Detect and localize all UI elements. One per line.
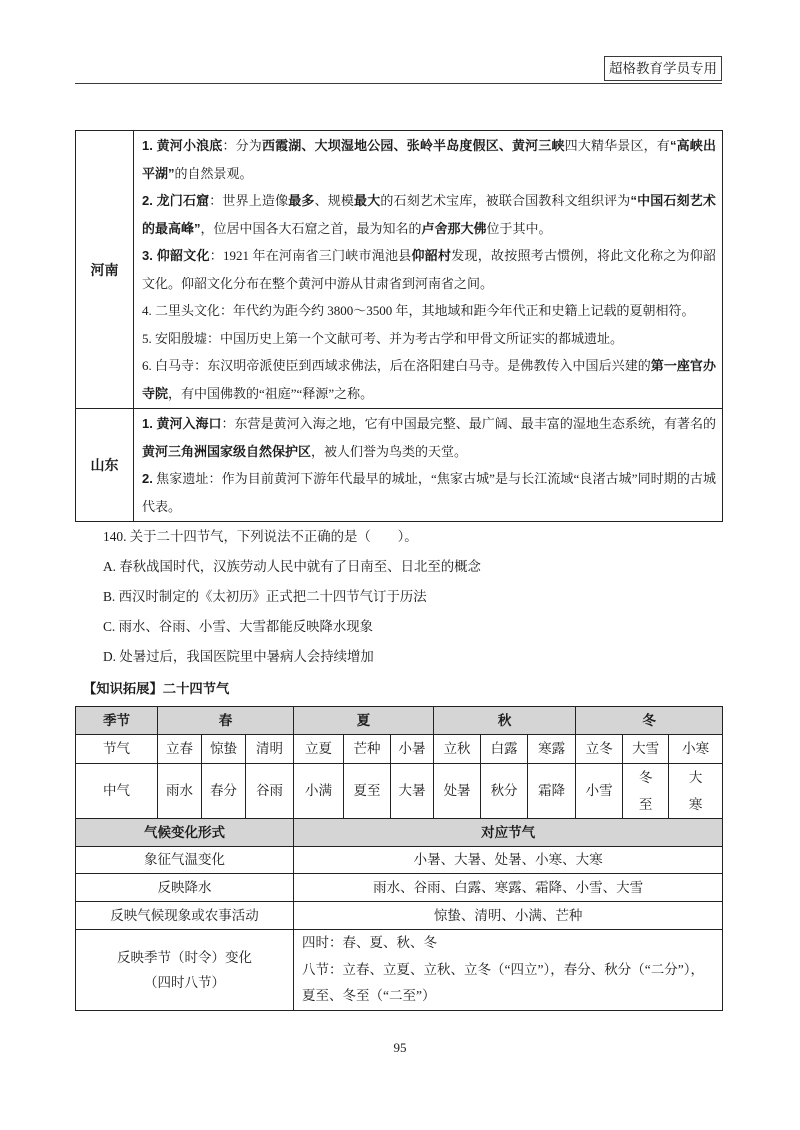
attraction-item [142, 297, 716, 325]
attraction-item [142, 132, 716, 187]
text-segment: 发现，故按照考古惯例，将此文化称之为仰韶文化。仰韶文化分布在整个黄河中游从甘肃省到河南省之间。 [142, 248, 716, 291]
attraction-item [142, 410, 716, 465]
text-segment: 4. 二里头文化：年代约为距今约 3800～3500 年，其地域和距今年代正和史籍上记载的夏朝相符。 [142, 303, 695, 318]
season-header-row [76, 707, 723, 735]
zhongqi-cell [669, 764, 723, 819]
bold-text-segment: 1. 黄河小浪底 [142, 138, 223, 153]
jieqi-cell: 立冬 [576, 735, 623, 764]
four-seasons-line: 四时：春、夏、秋、冬 [302, 935, 438, 950]
jieqi-cell: 寒露 [528, 735, 576, 764]
text-segment: 的自然景观。 [174, 165, 253, 181]
bold-text-segment: 2. 龙门石窟 [142, 193, 210, 208]
option-c: C. 雨水、谷雨、小雪、大雪都能反映降水现象 [103, 619, 374, 634]
eight-festivals-line: 八节：立春、立夏、立秋、立冬（“四立”），春分、秋分（“二分”），夏至、冬至（“二至”） [302, 961, 704, 1003]
season-summer: 夏 [294, 707, 434, 735]
zhongqi-cell: 小雪 [576, 764, 623, 819]
jieqi-cell: 白露 [481, 735, 528, 764]
option-d: D. 处暑过后，我国医院里中暑病人会持续增加 [103, 649, 374, 664]
page-number: 95 [393, 1040, 407, 1055]
bold-text-segment: 1. 黄河入海口 [142, 416, 222, 431]
zhongqi-cell: 夏至 [344, 764, 391, 819]
bold-text-segment: 最大 [354, 193, 381, 208]
attraction-item [142, 187, 716, 242]
bold-text-segment: 第一座官办寺院 [142, 358, 716, 401]
zhongqi-cell: 处暑 [434, 764, 481, 819]
text-segment: 6. 白马寺：东汉明帝派使臣到西域求佛法，后在洛阳建白马寺。是佛教传入中国后兴建的 [142, 358, 651, 373]
season-autumn: 秋 [434, 707, 576, 735]
text-segment: ：东营是黄河入海之地，它有中国最完整、最广阔、最丰富的湿地生态系统，有著名的 [221, 416, 716, 431]
knowledge-extension-title: 【知识拓展】二十四节气 [83, 681, 230, 696]
climate-form-header: 气候变化形式 [76, 819, 294, 847]
option-a: A. 春秋战国时代，汉族劳动人民中就有了日南至、日北至的概念 [103, 559, 481, 574]
jieqi-cell: 小暑 [391, 735, 434, 764]
text-segment: 焦家遗址：作为目前黄河下游年代最早的城址，“焦家古城”是与长江流域“良渚古城”同时期的古城代表。 [142, 471, 716, 514]
jieqi-row [76, 735, 723, 764]
bold-text-segment: “高峡出平湖” [142, 138, 716, 181]
text-segment: ，位居中国各大石窟之首，最为知名的 [200, 220, 422, 236]
text-segment: ：分为 [222, 138, 262, 153]
bold-text-segment: 仰韶村 [411, 248, 452, 263]
jieqi-cell: 芒种 [344, 735, 391, 764]
bold-text-segment: 西霞湖、大坝湿地公园、张岭半岛度假区、黄河三峡 [261, 138, 565, 153]
text-segment: 位于其中。 [486, 220, 552, 236]
jieqi-cell: 大雪 [623, 735, 669, 764]
climate-terms: 惊蛰、清明、小满、芒种 [294, 902, 723, 930]
bold-text-segment: 黄河三角洲国家级自然保护区 [142, 443, 312, 459]
climate-form [76, 930, 294, 1011]
zhongqi-text: 大寒 [688, 770, 703, 812]
zhongqi-cell: 霜降 [528, 764, 576, 819]
question-stem: 140. 关于二十四节气，下列说法不正确的是（ ）。 [103, 529, 418, 544]
text-segment: ：世界上造像 [209, 193, 289, 208]
jieqi-cell: 立春 [158, 735, 202, 764]
climate-row-seasons [76, 930, 723, 1011]
province-row-shandong [76, 409, 723, 522]
bold-text-segment: “中国石刻艺术的最高峰” [142, 193, 716, 236]
climate-terms-header: 对应节气 [294, 819, 723, 847]
climate-terms: 小暑、大暑、处暑、小寒、大寒 [294, 847, 723, 874]
climate-form: 反映降水 [76, 874, 294, 902]
text-segment: 的石刻艺术宝库，被联合国教科文组织评为 [380, 193, 631, 208]
climate-terms: 雨水、谷雨、白露、寒露、霜降、小雪、大雪 [294, 874, 723, 902]
climate-form-note: （四时八节） [144, 974, 226, 990]
attraction-item [142, 352, 716, 407]
climate-form: 反映气候现象或农事活动 [76, 902, 294, 930]
zhongqi-row [76, 764, 723, 819]
solar-terms-table [75, 706, 723, 1011]
climate-form: 象征气温变化 [76, 847, 294, 874]
bold-text-segment: 3. 仰韶文化 [142, 248, 210, 263]
zhongqi-label: 中气 [76, 764, 158, 819]
text-segment: 、规模 [314, 193, 355, 208]
jieqi-label: 节气 [76, 735, 158, 764]
bold-text-segment: 2. [142, 471, 153, 486]
province-name: 山东 [76, 409, 134, 522]
zhongqi-cell: 小满 [294, 764, 344, 819]
zhongqi-cell: 雨水 [158, 764, 202, 819]
header-rule [75, 83, 722, 84]
province-content [134, 131, 723, 409]
jieqi-cell: 立夏 [294, 735, 344, 764]
province-name: 河南 [76, 131, 134, 409]
zhongqi-cell: 春分 [202, 764, 246, 819]
text-segment: 四大精华景区，有 [564, 138, 670, 153]
season-winter: 冬 [576, 707, 723, 735]
zhongqi-cell: 谷雨 [246, 764, 294, 819]
province-content [134, 409, 723, 522]
option-b: B. 西汉时制定的《太初历》正式把二十四节气订于历法 [103, 589, 427, 604]
season-spring: 春 [158, 707, 294, 735]
climate-row [76, 874, 723, 902]
zhongqi-text: 冬至 [638, 770, 653, 812]
text-segment: ，有中国佛教的“祖庭”“释源”之称。 [168, 385, 374, 401]
climate-row [76, 847, 723, 874]
jieqi-cell: 小寒 [669, 735, 723, 764]
jieqi-cell: 立秋 [434, 735, 481, 764]
climate-terms [294, 930, 723, 1011]
question-block [75, 522, 722, 672]
province-row-henan [76, 131, 723, 409]
jieqi-cell: 清明 [246, 735, 294, 764]
page-body [75, 130, 722, 1011]
climate-form-label: 反映季节（时令）变化 [117, 949, 253, 965]
zhongqi-cell [623, 764, 669, 819]
attraction-item [142, 465, 716, 520]
zhongqi-cell: 大暑 [391, 764, 434, 819]
bold-text-segment: 最多 [288, 193, 315, 208]
attraction-item [142, 325, 716, 353]
jieqi-cell: 惊蛰 [202, 735, 246, 764]
province-attractions-table [75, 130, 723, 522]
attraction-item [142, 242, 716, 297]
zhongqi-cell: 秋分 [481, 764, 528, 819]
text-segment: ：1921 年在河南省三门峡市渑池县 [209, 248, 412, 263]
text-segment: 5. 安阳殷墟：中国历史上第一个文献可考、并为考古学和甲骨文所证实的都城遗址。 [142, 330, 624, 346]
header-badge: 超格教育学员专用 [604, 56, 722, 81]
season-header-label: 季节 [76, 707, 158, 735]
climate-header-row [76, 819, 723, 847]
text-segment: ，被人们誉为鸟类的天堂。 [311, 443, 468, 459]
climate-row [76, 902, 723, 930]
bold-text-segment: 卢舍那大佛 [421, 220, 487, 236]
